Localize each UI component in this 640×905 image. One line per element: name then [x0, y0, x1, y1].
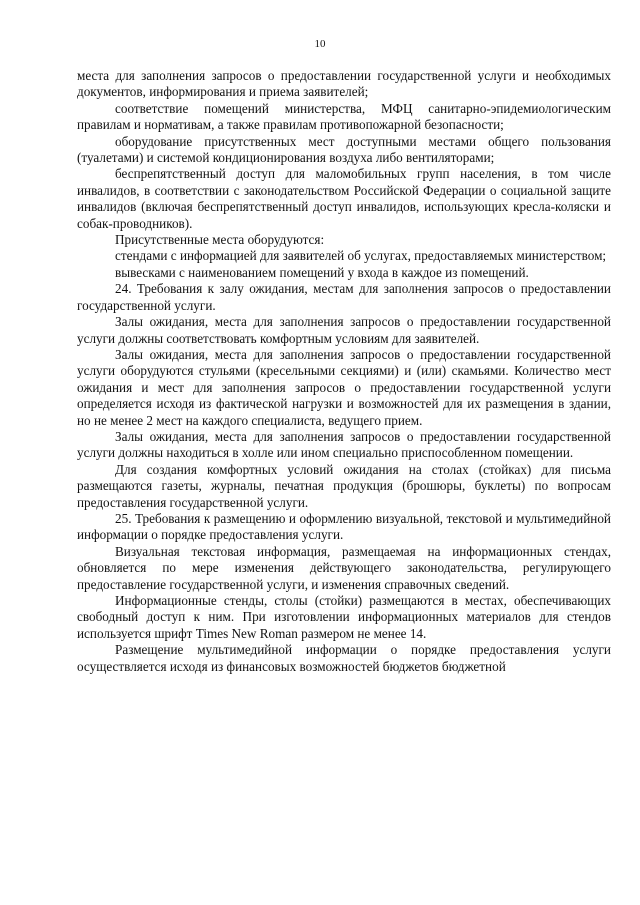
paragraph: оборудование присутственных мест доступными местами общего пользования (туалетами) и системой кондиционирования воздуха либо вентиляторами;: [77, 133, 611, 166]
paragraph: стендами с информацией для заявителей об услугах, предоставляемых министерством;: [115, 248, 607, 264]
paragraph: Размещение мультимедийной информации о порядке предоставления услуги осуществляется исходя из финансовых возможностей бюджетов бюджетной: [77, 642, 611, 674]
paragraph: Для создания комфортных условий ожидания на столах (стойках) для письма размещаются газеты, журналы, печатная продукция (брошюры, буклеты) по вопросам предоставления государственной услуги.: [77, 461, 611, 510]
paragraph: Присутственные места оборудуются:: [115, 232, 325, 248]
paragraph: Информационные стенды, столы (стойки) размещаются в местах, обеспечивающих свободный доступ к ним. При изготовлении информационных материалов для стендов используется шрифт Times New Roman размером не менее 14.: [77, 593, 611, 641]
paragraph: вывесками с наименованием помещений у входа в каждое из помещений.: [115, 264, 529, 280]
section-heading-24: 24. Требования к залу ожидания, местам для заполнения запросов о предоставлении государственной услуги.: [77, 281, 611, 313]
paragraph: беспрепятственный доступ для маломобильных групп населения, в том числе инвалидов, в соответствии с законодательством Российской Федерации о социальной защите инвалидов (включая беспрепятственный доступ инвалидов, использующих кресла-коляски и собак-проводников).: [77, 166, 611, 231]
paragraph: Залы ожидания, места для заполнения запросов о предоставлении государственной услуги оборудуются стульями (кресельными секциями) и (или) скамьями. Количество мест ожидания и мест для заполнения запросов о предоставлении государственной услуги определяется исходя из фактической нагрузки и возможностей для их размещения в здании, но не менее 2 мест на каждого специалиста, ведущего прием.: [77, 346, 611, 428]
paragraph: места для заполнения запросов о предоставлении государственной услуги и необходимых документов, информирования и приема заявителей;: [77, 68, 611, 100]
paragraph: Визуальная текстовая информация, размещаемая на информационных стендах, обновляется по мере изменения действующего законодательства, регулирующего предоставление государственной услуги, и изменения справочных сведений.: [77, 543, 611, 592]
paragraph: соответствие помещений министерства, МФЦ санитарно-эпидемиологическим правилам и нормативам, а также правилам противопожарной безопасности;: [77, 100, 611, 133]
section-heading-25: 25. Требования к размещению и оформлению визуальной, текстовой и мультимедийной информации о порядке предоставления услуги.: [77, 510, 611, 543]
page-number: 10: [314, 38, 326, 50]
paragraph: Залы ожидания, места для заполнения запросов о предоставлении государственной услуги должны находиться в холле или ином специально приспособленном помещении.: [77, 428, 611, 461]
paragraph: Залы ожидания, места для заполнения запросов о предоставлении государственной услуги должны соответствовать комфортным условиям для заявителей.: [77, 314, 611, 346]
document-body: [77, 68, 611, 675]
